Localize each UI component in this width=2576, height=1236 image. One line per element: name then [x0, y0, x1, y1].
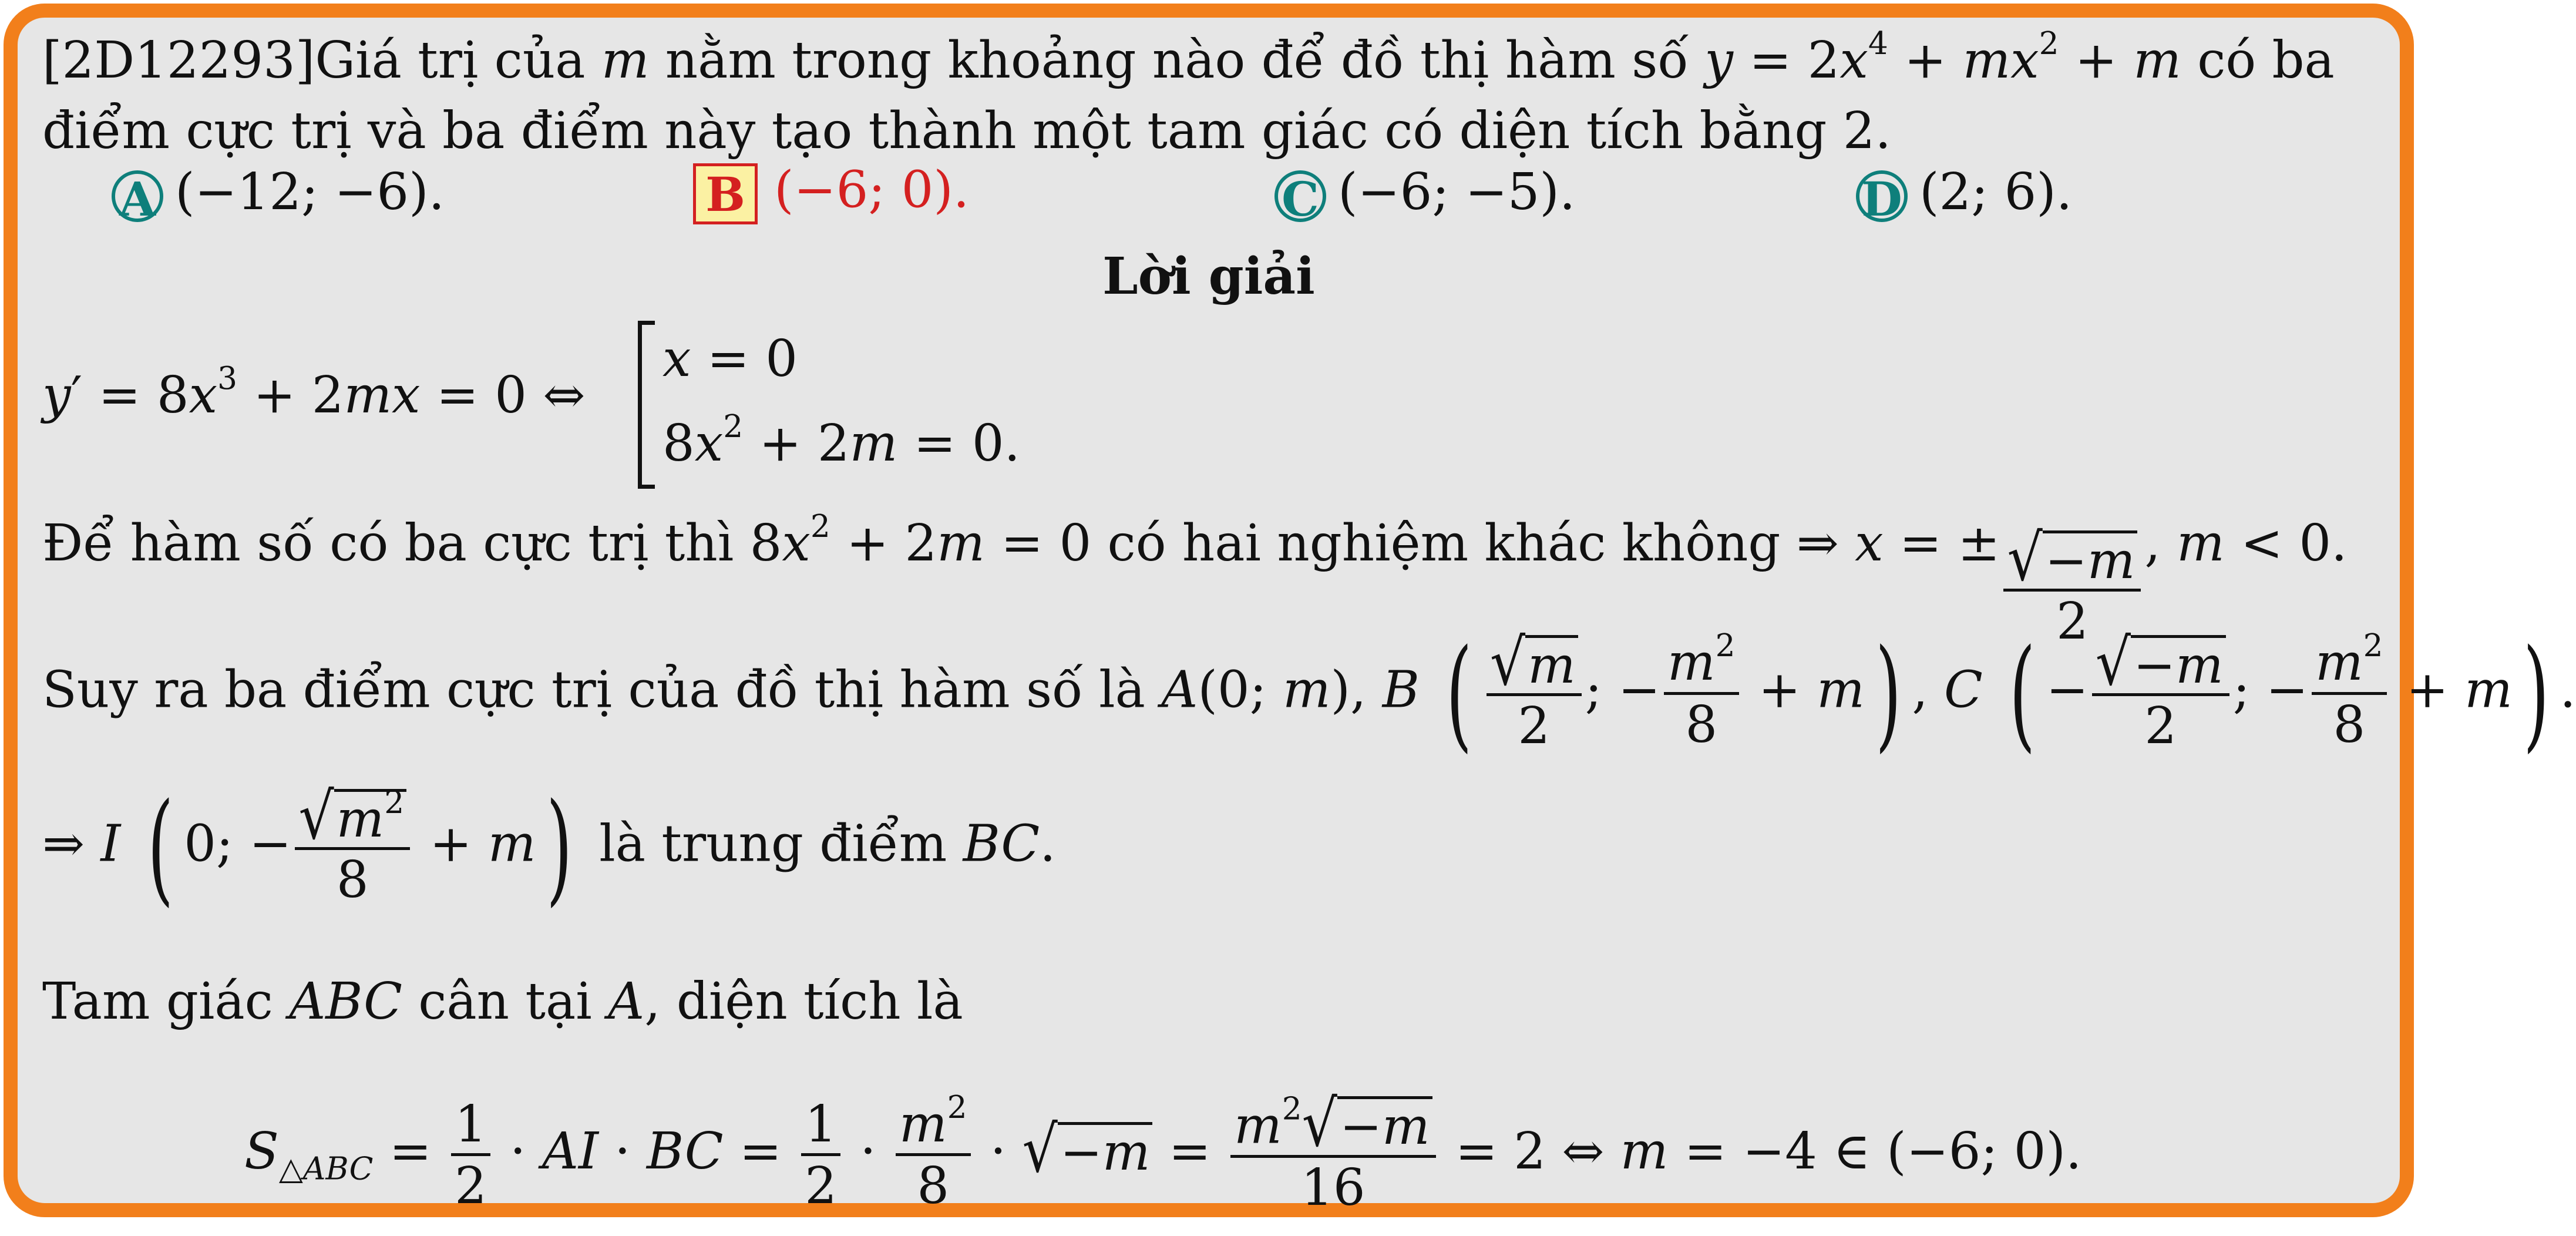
question-id: [2D12293]: [42, 31, 315, 90]
derivative-equation: $y' = 8x^3 + 2mx = 0$ ⇔: [42, 360, 586, 425]
system-line-2: $8x^2 + 2m = 0$.: [663, 408, 1020, 473]
choice-a[interactable]: [112, 163, 445, 227]
choice-c[interactable]: [1274, 163, 1576, 227]
system-line-1: x = 0: [663, 330, 798, 388]
question-text: Giá trị của: [315, 31, 601, 90]
midpoint-text: là trung điểm: [583, 814, 963, 874]
choice-d[interactable]: [1856, 163, 2073, 227]
question-card: [4, 4, 2576, 1217]
choice-b-value: (−6; 0).: [774, 160, 970, 220]
condition-text-a: Để hàm số có ba cực trị thì: [42, 514, 750, 573]
choice-b-icon: B: [693, 163, 758, 224]
triangle-text-b: cân tại: [402, 972, 608, 1031]
system-bracket: [638, 321, 655, 489]
area-equation: $S_{\triangle ABC}$ = $\frac{1}{2}$ · AI · BC = $\frac{1}{2}$ · $\frac{m^2}{8}$ · √ −m = $m^2$ √ −m 16 = 2 ⇔ m = −4 ∈ (−6; 0).: [244, 1087, 2082, 1217]
question-line-2: điểm cực trị và ba điểm này tạo thành một tam giác có diện tích bằng 2.: [42, 102, 1891, 160]
choice-d-value: (2; 6).: [1919, 163, 2073, 221]
question-line-1: [2D12293]Giá trị của m nằm trong khoảng nào để đồ thị hàm số $y = 2x^4 + mx^2 + m$ có ba: [42, 25, 2335, 90]
triangle-text-c: , diện tích là: [644, 972, 963, 1031]
triangle-text-a: Tam giác: [42, 972, 290, 1031]
choice-a-value: (−12; −6).: [175, 163, 445, 221]
points-line: Suy ra ba điểm cực trị của đồ thị hàm số là A(0; m), B ( √ m 2 ; − $\frac{m^2}{8}$ + m) , C ( − √ −m 2 ; − $\frac{m^2}{8}$ + m) .: [42, 623, 2576, 764]
condition-text-b: có hai nghiệm khác không ⇒: [1091, 514, 1855, 573]
question-text-c: có ba: [2181, 31, 2335, 90]
points-text: Suy ra ba điểm cực trị của đồ thị hàm số là: [42, 660, 1162, 720]
choice-c-icon: C: [1274, 170, 1326, 222]
question-text-b: nằm trong khoảng nào để đồ thị hàm số: [649, 31, 1705, 90]
choice-a-icon: A: [112, 170, 163, 222]
condition-line: Để hàm số có ba cực trị thì $8x^2 + 2m = 0$ có hai nghiệm khác không ⇒ x = ± √ −m 2 , m < 0.: [42, 508, 2348, 651]
choice-c-value: (−6; −5).: [1338, 163, 1576, 221]
midpoint-line: ⇒ I ( 0; − √ $m^2$ 8 + m) là trung điểm BC.: [42, 777, 1056, 918]
triangle-line: Tam giác ABC cân tại A, diện tích là: [42, 972, 963, 1031]
choice-d-icon: D: [1856, 170, 1908, 222]
solution-heading: Lời giải: [1102, 247, 1315, 306]
choice-b[interactable]: [693, 160, 970, 224]
